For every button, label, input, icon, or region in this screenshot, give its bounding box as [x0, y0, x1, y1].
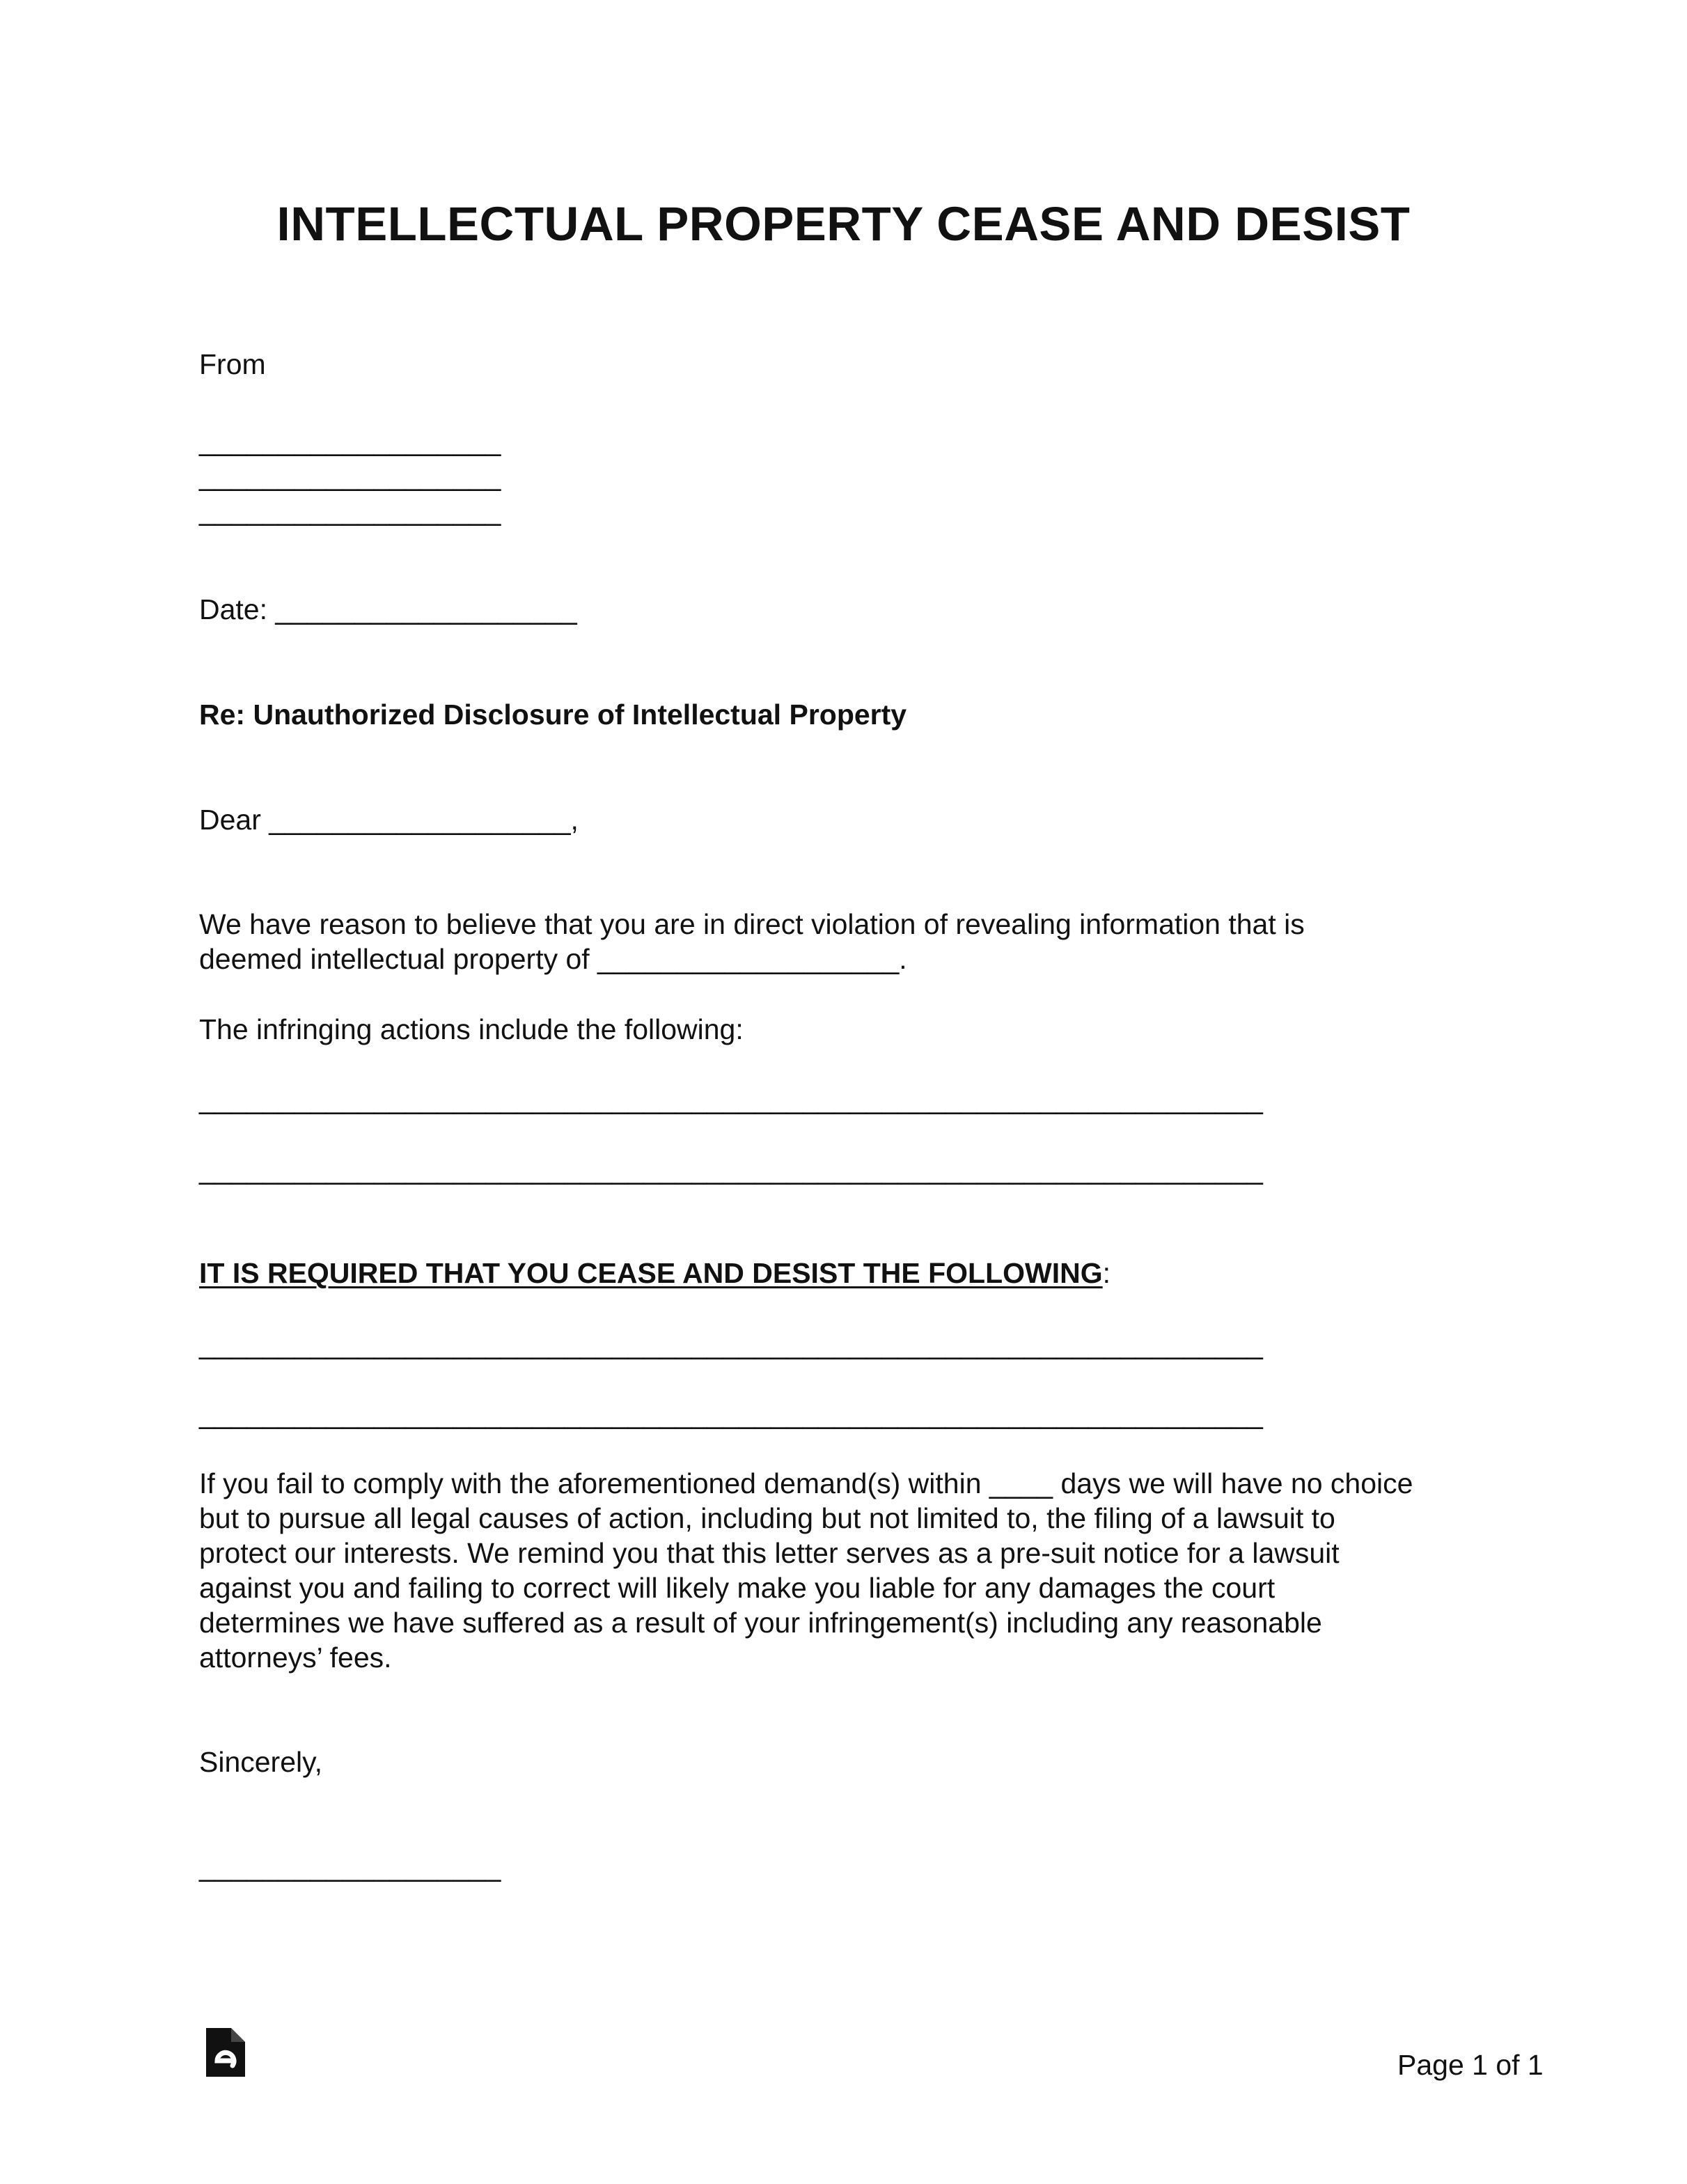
infringing-intro: The infringing actions include the following: [199, 1013, 744, 1045]
required-heading-row [199, 1256, 1111, 1290]
from-line-1: ___________________ [199, 425, 501, 457]
paragraph-2-line-2: but to pursue all legal causes of action, including but not limited to, the filing of a lawsuit to [199, 1502, 1335, 1534]
paragraph-2-line-6: attorneys’ fees. [199, 1641, 392, 1674]
infringing-line-2: ___________________________________________________________________ [199, 1153, 1263, 1185]
from-line-3: ___________________ [199, 494, 501, 526]
required-line-2: ___________________________________________________________________ [199, 1398, 1263, 1430]
closing: Sincerely, [199, 1746, 322, 1778]
required-colon: : [1102, 1257, 1111, 1289]
paragraph-2-line-1: If you fail to comply with the aforementioned demand(s) within ____ days we will have no choice [199, 1467, 1413, 1499]
required-line-1: ___________________________________________________________________ [199, 1328, 1263, 1360]
paragraph-2-line-5: determines we have suffered as a result of your infringement(s) including any reasonable [199, 1607, 1322, 1639]
page-number: Page 1 of 1 [1397, 2049, 1544, 2081]
date-line: Date: ___________________ [199, 593, 577, 625]
re-line: Re: Unauthorized Disclosure of Intellectual Property [199, 699, 907, 731]
dear-line: Dear ___________________, [199, 804, 579, 836]
paragraph-1-line-1: We have reason to believe that you are in direct violation of revealing information that is [199, 908, 1305, 940]
paragraph-2-line-4: against you and failing to correct will likely make you liable for any damages the court [199, 1572, 1276, 1604]
required-heading: IT IS REQUIRED THAT YOU CEASE AND DESIST THE FOLLOWING [199, 1257, 1103, 1289]
infringing-line-1: ___________________________________________________________________ [199, 1083, 1263, 1115]
from-label: From [199, 348, 266, 380]
paragraph-2-line-3: protect our interests. We remind you that this letter serves as a pre-suit notice for a lawsuit [199, 1537, 1340, 1569]
signature-line: ___________________ [199, 1850, 501, 1882]
from-line-2: ___________________ [199, 460, 501, 492]
document-title: INTELLECTUAL PROPERTY CEASE AND DESIST [276, 197, 1411, 251]
paragraph-1-line-2: deemed intellectual property of ___________________. [199, 943, 907, 975]
eforms-document-logo-icon [206, 2028, 245, 2077]
